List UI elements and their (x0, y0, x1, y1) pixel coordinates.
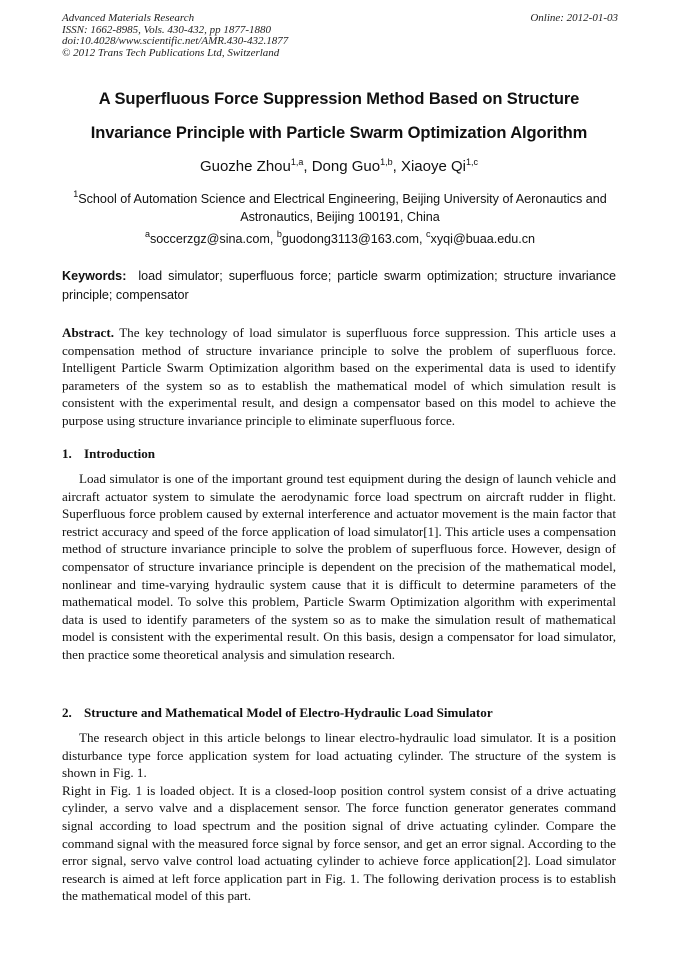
author-superscript: 1,a (290, 157, 304, 167)
affiliation-line-2: Astronautics, Beijing 100191, China (240, 210, 440, 224)
author-superscript: 1,c (466, 157, 479, 167)
email-superscript: b (276, 229, 282, 239)
keywords-text: load simulator; superfluous force; particle swarm optimization; structure invariance principle; compensator (62, 269, 616, 302)
email-address[interactable]: soccerzgz@sina.com (149, 232, 270, 246)
author-list (40, 158, 638, 175)
abstract (62, 324, 616, 430)
author-superscript: 1,b (380, 157, 393, 167)
paper-title-line-2: Invariance Principle with Particle Swarm Optimization Algorithm (90, 124, 588, 142)
paragraph: Load simulator is one of the important ground test equipment during the design of launch vehicle and aircraft actuator system to simulate the aerodynamic force load spectrum on aircraft rudder in flight. Superfluous force problem caused by external interference and actuator movement is the main factor that restrict accuracy and speed of the force application of load simulator[1]. This article uses a compensation method of structure invariance principle to solve the problem of superfluous force. However, design of compensator of structure invariance principle is dependent on the precision of the mathematical model, nonlinear and time-varying hydraulic system cause that it is difficult to determine parameters of the mathematical model. To solve this problem, Particle Swarm Optimization algorithm with experimental data is used to identify parameters of the system so as to make the simulation result of mathematical model is consistent with the experimental result. On this basis, design a compensator for load simulator, then practice some theoretical analysis and simulation research. (62, 471, 616, 662)
introduction-body (62, 470, 616, 664)
author-name: Guozhe Zhou (199, 158, 291, 175)
email-separator: , (269, 232, 277, 246)
online-date: Online: 2012-01-03 (530, 12, 618, 24)
paper-title-line-1: A Superfluous Force Suppression Method Based on Structure (98, 90, 580, 108)
keywords (62, 267, 616, 305)
email-separator: , (419, 232, 427, 246)
section-2-body (62, 729, 616, 905)
section-heading-introduction (62, 446, 616, 462)
keywords-label: Keywords: (62, 269, 127, 283)
journal-header (62, 13, 618, 59)
author-separator: , (392, 158, 401, 175)
section-title: Introduction (84, 446, 156, 461)
affiliation-line-1: School of Automation Science and Electrical Engineering, Beijing University of Aeronautics and (78, 192, 607, 206)
paragraph: The research object in this article belongs to linear electro-hydraulic load simulator. It is a position disturbance type force application system for load actuating cylinder. The structure of the system is shown in Fig. 1. (62, 730, 616, 781)
journal-issn: ISSN: 1662-8985, Vols. 430-432, pp 1877-1880 (62, 23, 271, 36)
section-number: 2. (62, 705, 72, 720)
abstract-text: The key technology of load simulator is superfluous force suppression. This article uses a compensation method of structure invariance principle to solve the problem of superfluous force. Intelligent Particle Swarm Optimization algorithm based on the experimental data is used to identify parameters of the system so as to establish the mathematical model of which simulation result is consistent with the experimental result, and design a compensator based on this model to achieve the purpose using structure invariance principle to eliminate superfluous force. (62, 325, 616, 428)
section-number: 1. (62, 446, 72, 461)
email-address[interactable]: guodong3113@163.com (281, 232, 420, 246)
journal-copyright: © 2012 Trans Tech Publications Ltd, Switzerland (62, 46, 280, 59)
journal-name: Advanced Materials Research (62, 12, 195, 24)
section-heading-structure (62, 705, 616, 721)
email-superscript: c (426, 229, 431, 239)
author-separator: , (303, 158, 312, 175)
journal-doi[interactable]: doi:10.4028/www.scientific.net/AMR.430-432.1877 (62, 35, 289, 48)
email-list (62, 229, 618, 246)
paragraph: Right in Fig. 1 is loaded object. It is a closed-loop position control system consist of a drive actuating cylinder, a servo valve and a displacement sensor. The force function generator generates command signal according to load spectrum and the position signal of drive actuating cylinder. Compare the command signal with the measured force signal by force sensor, and get an error signal. According to the error signal, servo valve control load actuating cylinder to achieve force application[2]. Load simulator research is aimed at left force application part in Fig. 1. The following derivation process is to establish the mathematical model of this part. (62, 782, 616, 904)
email-superscript: a (144, 229, 150, 239)
affiliation-superscript: 1 (73, 189, 79, 199)
section-title: Structure and Mathematical Model of Electro-Hydraulic Load Simulator (84, 705, 493, 720)
author-name: Xiaoye Qi (400, 158, 467, 175)
email-address[interactable]: xyqi@buaa.edu.cn (430, 232, 536, 246)
author-name: Dong Guo (311, 158, 381, 175)
abstract-label: Abstract. (62, 325, 114, 340)
affiliation (62, 190, 618, 226)
